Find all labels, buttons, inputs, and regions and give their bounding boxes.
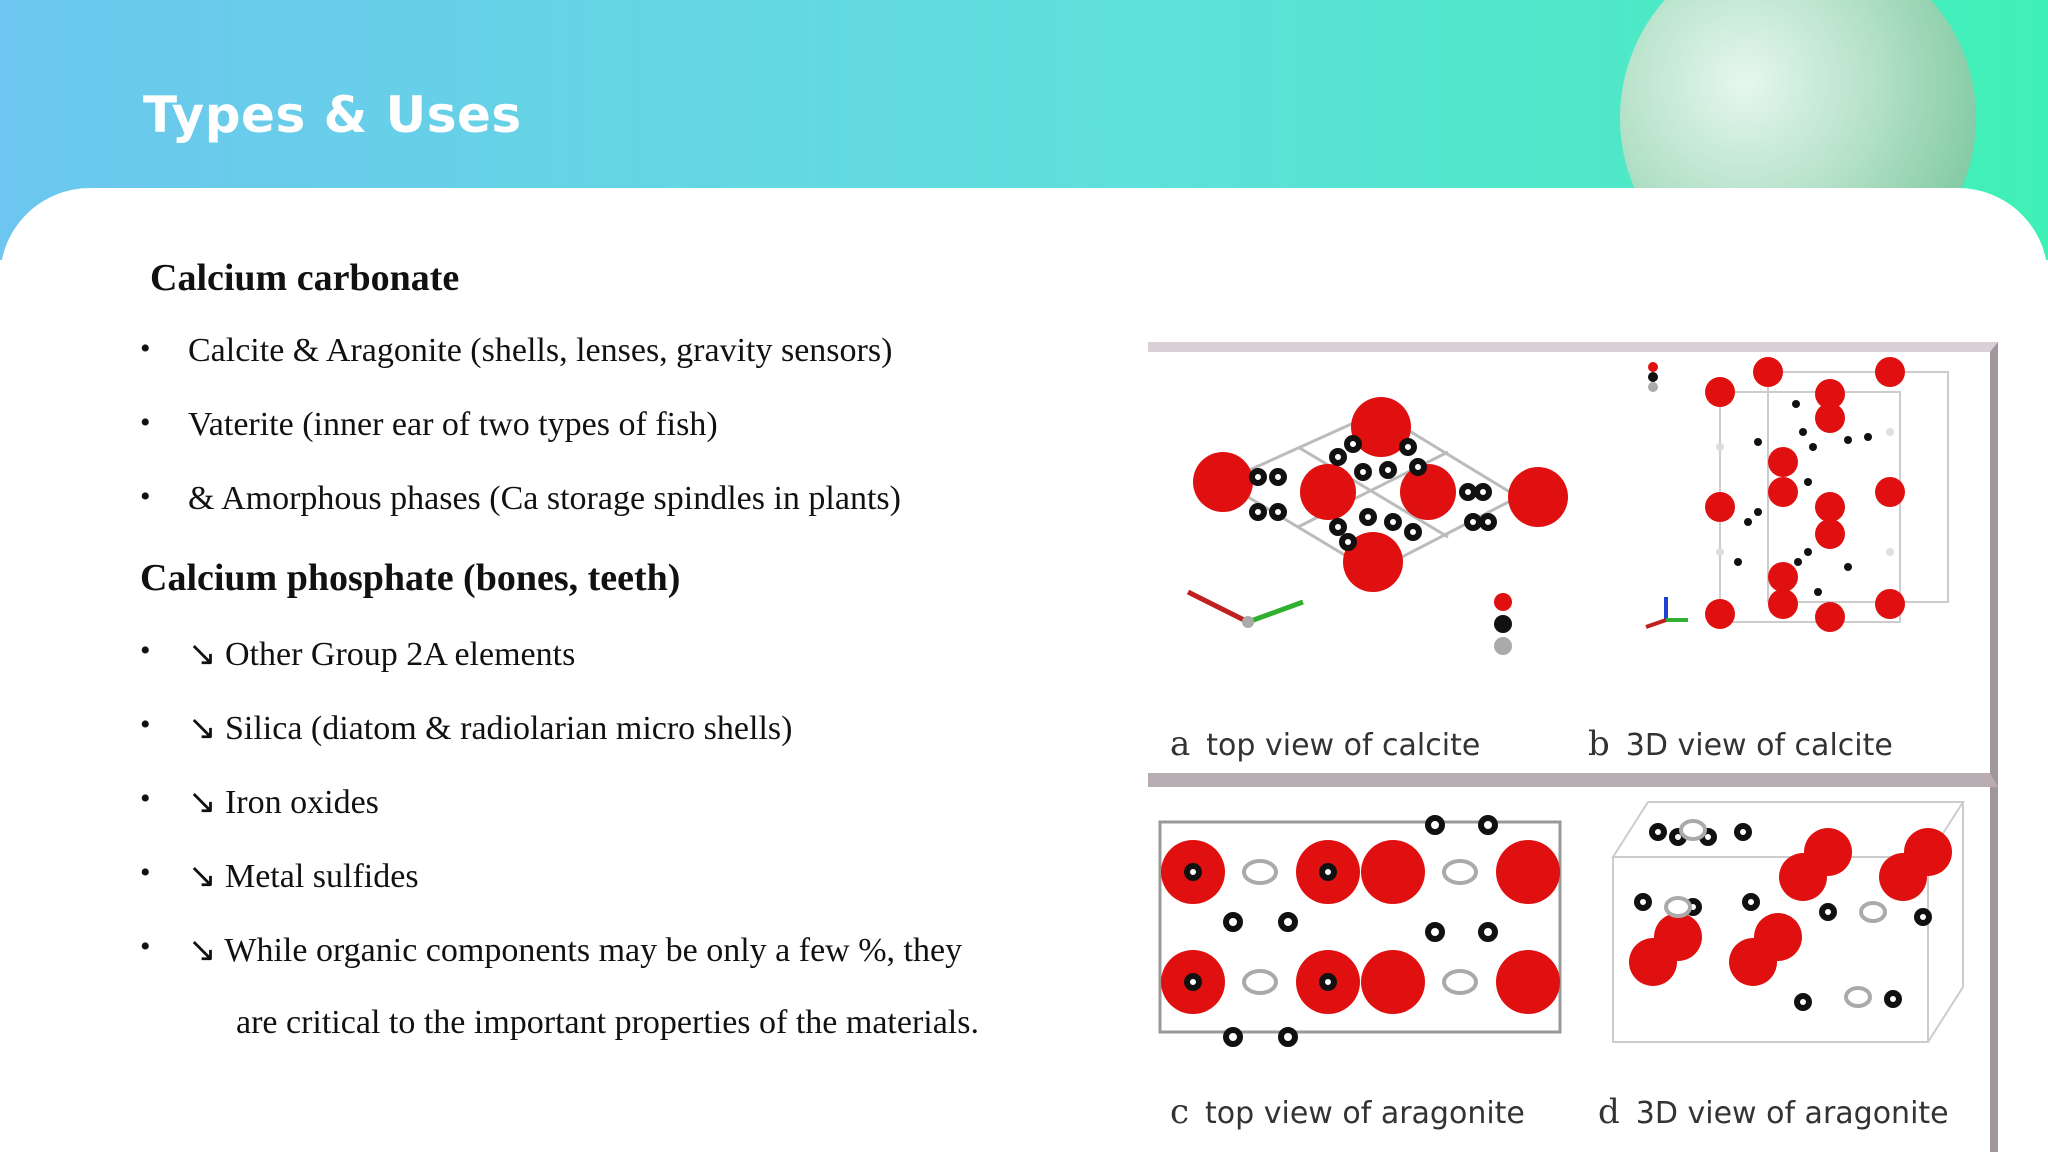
caption-letter: c xyxy=(1170,1092,1190,1132)
list-item-text: Vaterite (inner ear of two types of fish) xyxy=(188,406,718,443)
figure-bottom-row xyxy=(1148,787,1998,1152)
calcite-3d-view xyxy=(1646,357,1948,632)
aragonite-3d-view xyxy=(1613,802,1963,1042)
caption-text: top view of calcite xyxy=(1206,728,1481,763)
caption-text: 3D view of calcite xyxy=(1625,728,1893,763)
bullet-icon: • xyxy=(140,480,151,513)
bullet-icon: • xyxy=(140,406,151,439)
list-item-text: & Amorphous phases (Ca storage spindles in plants) xyxy=(188,480,901,517)
bullet-icon: • xyxy=(140,930,151,963)
list-item-text: ↘ Silica (diatom & radiolarian micro shells) xyxy=(188,710,793,747)
figure-top-row xyxy=(1148,342,1998,787)
caption-letter: a xyxy=(1170,724,1191,764)
figure-caption-a xyxy=(1170,724,1480,764)
list-item-text: ↘ Iron oxides xyxy=(188,784,379,821)
heading-calcium-carbonate: Calcium carbonate xyxy=(150,257,460,299)
list-item-text: ↘ Other Group 2A elements xyxy=(188,636,576,673)
bullet-icon: • xyxy=(140,332,151,365)
bullet-icon: • xyxy=(140,708,151,741)
list-item-text: ↘ Metal sulfides xyxy=(188,858,419,895)
figure-caption-d xyxy=(1598,1092,1949,1132)
figure-caption-c xyxy=(1170,1092,1525,1132)
bullet-icon: • xyxy=(140,856,151,889)
caption-letter: b xyxy=(1588,724,1610,764)
caption-text: top view of aragonite xyxy=(1205,1096,1525,1131)
calcite-diagrams xyxy=(1148,352,1990,773)
page-title: Types & Uses xyxy=(143,86,522,144)
list-item-text: ↘ While organic components may be only a few %, they xyxy=(188,932,963,969)
calcite-top-view xyxy=(1188,397,1568,655)
heading-calcium-phosphate: Calcium phosphate (bones, teeth) xyxy=(140,557,681,599)
figure-caption-b xyxy=(1588,724,1893,764)
bullet-icon: • xyxy=(140,634,151,667)
caption-text: 3D view of aragonite xyxy=(1635,1096,1949,1131)
aragonite-top-view xyxy=(1160,818,1560,1044)
bullet-icon: • xyxy=(140,782,151,815)
caption-letter: d xyxy=(1598,1092,1620,1132)
crystal-structure-figure xyxy=(1148,342,1998,1152)
list-item-continuation: are critical to the important properties of the materials. xyxy=(236,1004,979,1041)
list-item-text: Calcite & Aragonite (shells, lenses, gravity sensors) xyxy=(188,332,893,369)
